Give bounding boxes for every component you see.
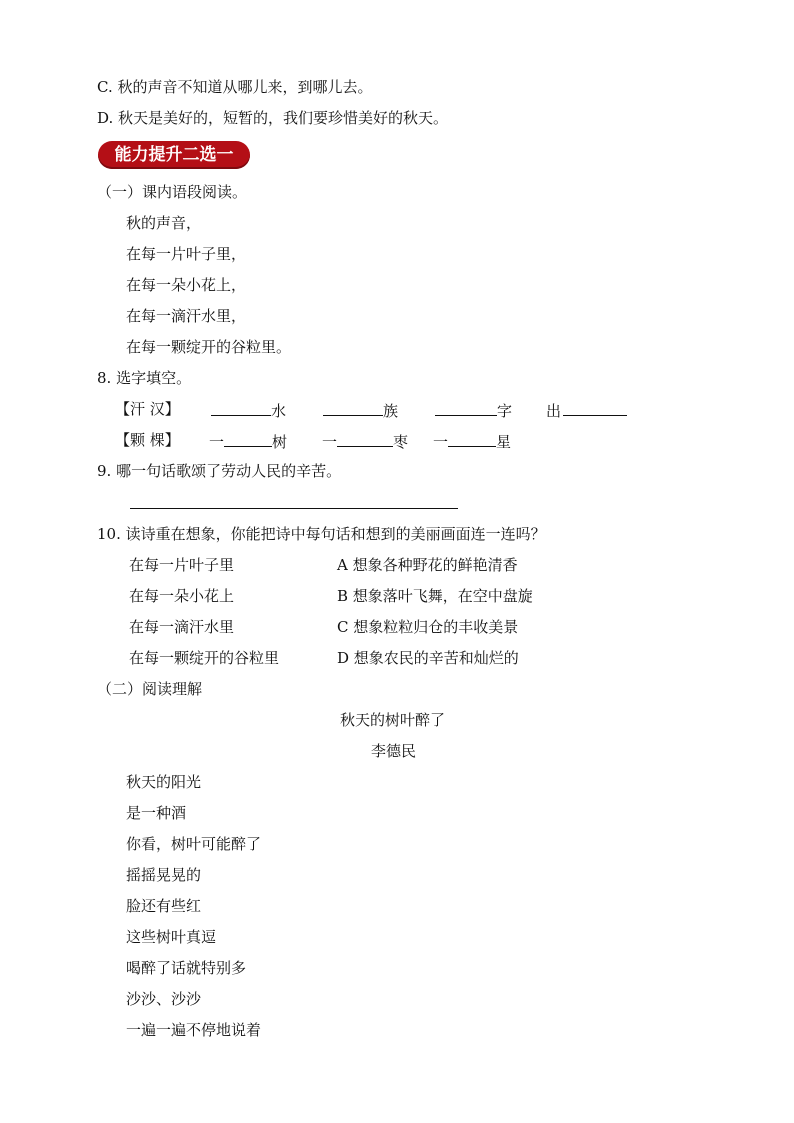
poem-line: 你看，树叶可能醉了 (126, 835, 262, 853)
poem-line: 是一种酒 (126, 804, 187, 822)
q8-row2-chars: 【颗 棵】 (115, 431, 180, 449)
q8-row2-item2: 一 枣 (322, 430, 408, 452)
q8-row1-item4: 出 (546, 399, 627, 421)
poem-title: 秋天的树叶醉了 (340, 711, 446, 729)
poem-line: 沙沙、沙沙 (126, 990, 202, 1008)
poem-line: 秋天的阳光 (126, 773, 202, 791)
q10-prompt: 10. 读诗重在想象，你能把诗中每句话和想到的美丽画面连一连吗？ (97, 525, 546, 543)
q8-row1-item1: 水 (211, 399, 286, 421)
q8-row2-item1: 一 树 (209, 430, 287, 452)
poem-author: 李德民 (371, 742, 417, 760)
poem-line: 一遍一遍不停地说着 (126, 1021, 262, 1039)
match-right-item[interactable]: B 想象落叶飞舞，在空中盘旋 (337, 587, 533, 605)
poem-line: 秋的声音， (126, 214, 202, 232)
fill-blank[interactable] (224, 430, 272, 447)
part1-heading: （一）课内语段阅读。 (97, 183, 248, 201)
q8-row1-item2: 族 (323, 399, 398, 421)
match-left-item[interactable]: 在每一滴汗水里 (129, 618, 235, 636)
option-c: C. 秋的声音不知道从哪儿来，到哪儿去。 (97, 78, 373, 96)
match-left-item[interactable]: 在每一颗绽开的谷粒里 (129, 649, 280, 667)
match-right-item[interactable]: D 想象农民的辛苦和灿烂的 (337, 649, 519, 667)
poem-line: 在每一滴汗水里， (126, 307, 247, 325)
fill-blank[interactable] (448, 430, 496, 447)
poem-line: 在每一朵小花上， (126, 276, 247, 294)
fill-blank[interactable] (435, 399, 497, 416)
poem-line: 这些树叶真逗 (126, 928, 217, 946)
poem-line: 在每一片叶子里， (126, 245, 247, 263)
q9-prompt: 9. 哪一句话歌颂了劳动人民的辛苦。 (97, 462, 342, 480)
fill-blank[interactable] (323, 399, 383, 416)
poem-line: 摇摇晃晃的 (126, 866, 202, 884)
fill-blank[interactable] (563, 399, 627, 416)
q9-answer-line[interactable] (130, 508, 458, 509)
q8-row1-chars: 【汗 汉】 (115, 400, 180, 418)
q8-row2-item3: 一 星 (433, 430, 511, 452)
match-left-item[interactable]: 在每一朵小花上 (129, 587, 235, 605)
match-right-item[interactable]: A 想象各种野花的鲜艳清香 (337, 556, 518, 574)
q8-prompt: 8. 选字填空。 (97, 369, 192, 387)
match-left-item[interactable]: 在每一片叶子里 (129, 556, 235, 574)
fill-blank[interactable] (337, 430, 393, 447)
section-banner: 能力提升二选一 (98, 141, 250, 169)
option-d: D. 秋天是美好的，短暂的，我们要珍惜美好的秋天。 (97, 109, 449, 127)
match-right-item[interactable]: C 想象粒粒归仓的丰收美景 (337, 618, 519, 636)
poem-line: 脸还有些红 (126, 897, 202, 915)
q8-row1-item3: 字 (435, 399, 512, 421)
fill-blank[interactable] (211, 399, 271, 416)
poem-line: 喝醉了话就特别多 (126, 959, 247, 977)
part2-heading: （二）阅读理解 (97, 680, 203, 698)
poem-line: 在每一颗绽开的谷粒里。 (126, 338, 292, 356)
